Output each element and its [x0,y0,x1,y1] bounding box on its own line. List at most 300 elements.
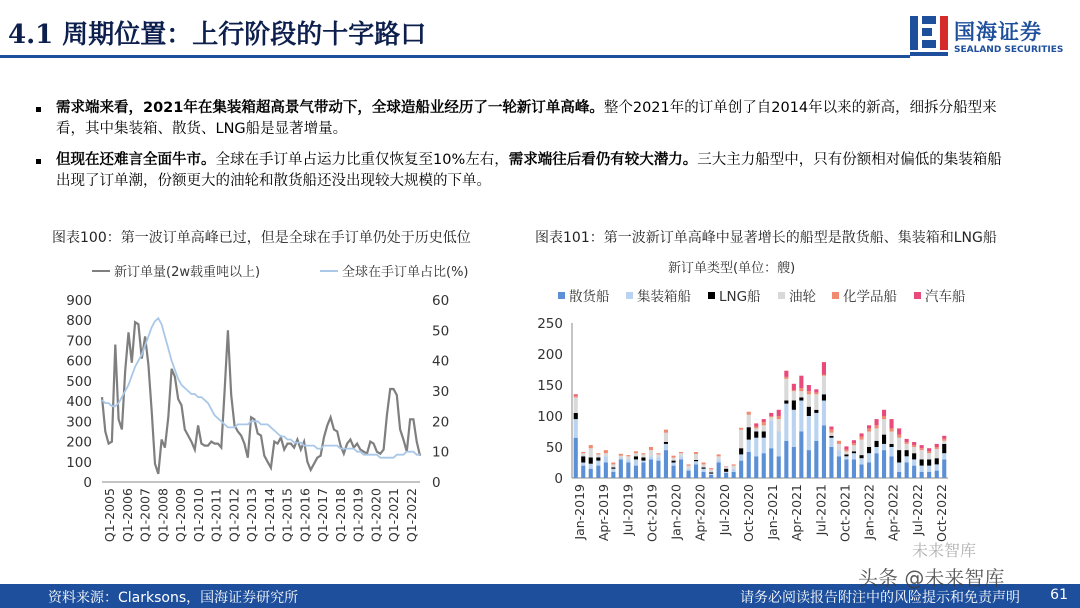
bar-segment [762,425,766,431]
bar-segment [844,450,848,452]
bar-segment [649,459,653,478]
bar-segment [867,463,871,479]
bar-segment [867,425,871,428]
bar-segment [717,463,721,479]
bar-segment [574,397,578,413]
bar-segment [807,416,811,450]
x-tick-label: Jul-2022 [909,484,925,536]
legend-label: 化学品船 [843,289,897,305]
bar-segment [807,394,811,406]
bar-segment [656,453,660,454]
bar-segment [890,447,894,456]
bar-segment [920,450,924,459]
legend-swatch [708,292,715,299]
y-left-tick-label: 100 [66,454,92,471]
bar-segment [596,466,600,478]
bar-segment [747,440,751,452]
legend-swatch [558,292,565,299]
bar-segment [829,447,833,478]
bar-segment [837,456,841,478]
bar-segment [792,390,796,391]
bar-segment [829,427,833,430]
bar-segment [875,441,879,447]
bar-segment [927,453,931,459]
y-tick-label: 100 [537,409,563,425]
x-tick-label: Q1-2021 [386,488,402,543]
bar-segment [709,472,713,473]
bar-segment [942,459,946,478]
bullet-bold: 但现在还难言全面牛市。 [56,152,216,168]
logo-text: 国海证券 [954,20,1042,44]
bar-segment [867,428,871,431]
source-note: 资料来源：Clarksons，国海证券研究所 [48,590,299,606]
bar-segment [724,472,728,473]
bar-segment [935,449,939,458]
bar-segment [702,472,706,478]
y-right-tick-label: 20 [432,414,450,431]
legend-label: 新订单量(2w载重吨以上) [114,265,261,280]
bar-segment [611,469,615,472]
bar-segment [912,466,916,478]
page-number: 61 [1050,587,1068,603]
bar-segment [641,453,645,454]
bar-segment [679,453,683,456]
bar-segment [882,410,886,416]
bar-segment [762,453,766,478]
x-tick-label: Q1-2022 [404,488,419,543]
bar-segment [762,432,766,438]
bar-segment [837,441,841,444]
bar-segment [927,466,931,472]
bar-segment [747,415,751,427]
bullet-text: 全球在手订单占运力比重仅恢复至10%左右， [215,152,509,168]
bar-segment [882,444,886,450]
bar-segment [814,441,818,478]
bar-segment [807,385,811,391]
bar-segment [672,458,676,461]
bar-segment [672,466,676,478]
bar-segment [844,451,848,454]
bullet-item [56,150,1016,192]
bar-segment [619,459,623,478]
bar-segment [641,454,645,457]
bar-segment [814,413,818,441]
bar-segment [656,454,660,457]
bar-segment [611,472,615,478]
bar-segment [875,419,879,425]
line-chart [50,258,470,588]
x-tick-label: Apr-2020 [692,484,708,542]
bar-segment [709,474,713,475]
bar-segment [935,464,939,470]
bar-segment [581,466,585,478]
bar-segment [807,450,811,478]
bar-segment [626,463,630,479]
bar-segment [942,453,946,459]
bar-segment [942,441,946,444]
bar-segment [882,435,886,444]
x-tick-label: Q1-2009 [173,488,189,543]
x-tick-label: Oct-2020 [740,484,756,542]
bar-segment [882,419,886,435]
bullet-text: 三大主力船型中，只有份额相对偏低的集装箱船出现了订单潮，份额更大的油轮和散货船还没出现较大规模的下单。 [56,152,1002,189]
bar-segment [656,461,660,478]
bar-segment [852,443,856,445]
bullet-bold: 需求端往后看仍有较大潜力。 [508,152,698,168]
bar-segment [724,473,728,478]
bar-segment [656,458,660,461]
bar-segment [784,441,788,478]
bar-segment [717,456,721,459]
bar-segment [829,430,833,433]
x-tick-label: Q1-2014 [261,488,277,543]
x-tick-label: Q1-2020 [368,488,384,543]
bar-segment [784,401,788,404]
bar-segment [897,463,901,472]
bar-segment [687,466,691,469]
bar-segment [814,394,818,410]
bar-segment [724,469,728,472]
bar-segment [679,452,683,453]
bar-segment [837,444,841,450]
bar-segment [807,391,811,394]
bar-segment [754,438,758,457]
legend-label: 汽车船 [925,289,966,305]
y-left-tick-label: 600 [66,353,92,370]
bar-segment [619,458,623,460]
bar-segment [829,433,833,436]
y-right-tick-label: 10 [432,444,450,461]
page-title: 4.1 周期位置：上行阶段的十字路口 [8,20,427,50]
legend-swatch [832,292,839,299]
bar-segment [732,472,736,478]
x-tick-label: Q1-2008 [155,488,171,543]
bar-segment [784,371,788,377]
bar-segment [604,463,608,479]
bar-segment [920,445,924,448]
bar-segment [762,422,766,425]
bar-segment [709,468,713,469]
x-tick-label: Jan-2021 [765,484,781,540]
x-tick-label: Apr-2021 [789,484,805,542]
x-tick-label: Oct-2019 [644,484,660,542]
bar-segment [574,438,578,478]
bar-segment [890,444,894,447]
x-tick-label: Q1-2017 [315,488,331,543]
x-tick-label: Apr-2019 [596,484,612,542]
bar-segment [687,471,691,478]
bar-segment [619,456,623,458]
bar-segment [626,459,630,462]
bar-segment [589,448,593,457]
bar-segment [822,375,826,376]
bar-segment [882,450,886,478]
bar-segment [574,419,578,438]
bar-segment [799,391,803,397]
bar-segment [927,459,931,465]
bar-segment [875,447,879,453]
legend-label: LNG船 [719,289,761,305]
x-tick-label: Apr-2022 [885,484,901,542]
bar-segment [875,428,879,440]
bar-segment [769,417,773,420]
bar-segment [747,412,751,415]
bar-segment [762,419,766,422]
bar-segment [852,451,856,453]
x-tick-label: Oct-2021 [837,484,853,542]
bar-segment [694,464,698,478]
bar-segment [935,444,939,447]
bar-segment [694,454,698,460]
bar-segment [672,461,676,463]
y-tick-label: 150 [537,378,563,394]
bar-segment [739,428,743,430]
bar-segment [589,469,593,478]
bar-segment [844,446,848,449]
bar-segment [717,459,721,462]
bar-segment [890,419,894,428]
legend-label: 散货船 [569,289,610,305]
y-right-tick-label: 30 [432,384,450,400]
title-rule [0,55,910,58]
bar-segment [875,425,879,428]
bar-segment [641,461,645,463]
bar-segment [679,456,683,459]
bar-segment [852,453,856,459]
bar-segment [596,454,600,457]
bar-segment [702,464,706,467]
chart-title-left: 图表100：第一波订单高峰已过，但是全球在手订单仍处于历史低位 [52,230,471,246]
bar-segment [860,440,864,456]
bar-segment [739,454,743,460]
x-tick-label: Q1-2007 [137,488,153,543]
bar-segment [702,463,706,465]
bar-segment [724,467,728,469]
bar-segment [875,453,879,478]
y-left-tick-label: 900 [66,293,92,309]
bar-segment [912,447,916,453]
bar-segment [634,451,638,453]
y-tick-label: 0 [554,471,563,487]
x-tick-label: Q1-2013 [244,488,260,543]
bar-segment [596,458,600,461]
bullet-list [56,98,1016,202]
bar-segment [867,432,871,448]
bar-segment [867,453,871,462]
watermark-top: 未来智库 [912,541,977,560]
bar-segment [920,459,924,465]
bar-segment [942,436,946,439]
bar-segment [754,456,758,478]
bar-segment [754,432,758,438]
bar-segment [860,433,864,436]
watermark: 头条 @未来智库 [858,566,1005,590]
bar-segment [687,464,691,465]
bar-segment [799,397,803,400]
bar-segment [912,453,916,459]
y-right-tick-label: 50 [432,323,450,340]
bar-segment [754,428,758,431]
bar-segment [581,452,585,453]
bar-segment [664,450,668,478]
bar-segment [912,442,916,445]
y-tick-label: 50 [545,440,563,456]
bar-segment [844,454,848,456]
bar-segment [935,458,939,464]
bar-segment [890,428,894,431]
bar-segment [672,456,676,458]
bar-segment [890,456,894,478]
bar-segment [822,401,826,426]
bar-segment [822,425,826,478]
y-left-tick-label: 700 [66,333,92,350]
bar-segment [792,401,796,410]
bar-segment [792,391,796,400]
bar-segment [852,459,856,478]
bar-segment [822,376,826,395]
legend-label: 集装箱船 [637,289,691,305]
bar-segment [664,444,668,450]
bar-segment [927,448,931,451]
bar-segment [604,456,608,462]
bar-segment [792,447,796,478]
bar-segment [611,463,615,465]
bar-segment [942,444,946,453]
bar-segment [634,459,638,465]
bar-segment [679,459,683,478]
x-tick-label: Jan-2020 [668,484,684,540]
bar-segment [814,392,818,394]
y-tick-label: 200 [537,347,563,363]
bar-segment [844,456,848,459]
bar-segment [574,396,578,398]
bar-segment [739,448,743,454]
bar-segment [807,407,811,416]
x-tick-label: Q1-2019 [350,488,366,543]
legend-label: 全球在手订单占比(%) [342,265,469,280]
x-tick-label: Jul-2019 [620,484,636,536]
bar-segment [905,444,909,450]
x-tick-label: Q1-2012 [226,488,242,543]
x-tick-label: Q1-2006 [119,488,135,543]
bar-segment [589,464,593,469]
x-tick-label: Jan-2022 [861,484,877,540]
bar-segment [829,438,833,447]
bar-segment [822,394,826,400]
bar-segment [604,450,608,453]
y-left-tick-label: 200 [66,434,92,451]
legend-swatch [778,292,785,299]
y-left-tick-label: 300 [66,414,92,431]
bar-segment [935,471,939,478]
bar-segment [709,469,713,472]
bar-segment [611,464,615,467]
bar-segment [694,461,698,464]
bar-segment [799,401,803,432]
bar-segment [664,430,668,433]
disclaimer: 请务必阅读报告附注中的风险提示和免责声明 [740,590,1020,606]
bar-segment [784,404,788,441]
bar-segment [581,456,585,462]
bar-segment [777,416,781,419]
bar-segment [649,456,653,459]
bar-segment [814,410,818,413]
bar-segment [649,450,653,456]
y-right-tick-label: 60 [432,293,450,309]
series-line [102,322,420,474]
bar-segment [897,450,901,462]
bar-segment [897,438,901,450]
bar-segment [574,394,578,395]
bar-segment [777,410,781,416]
bar-segment [634,453,638,456]
bar-segment [905,450,909,456]
bar-segment [799,432,803,479]
bar-segment [634,466,638,478]
stacked-bar-chart [520,278,990,578]
bar-segment [784,379,788,401]
bar-segment [905,463,909,479]
legend-label: 油轮 [789,289,816,305]
bar-segment [920,466,924,472]
bar-segment [860,437,864,440]
bar-segment [905,456,909,462]
bullet-item [56,98,1016,140]
bar-segment [860,458,864,464]
bar-segment [867,447,871,453]
bar-segment [897,472,901,478]
bar-segment [724,466,728,467]
bar-segment [634,456,638,459]
y-left-tick-label: 400 [66,394,92,411]
y-left-tick-label: 800 [66,313,92,330]
bar-segment [732,469,736,472]
bar-segment [702,468,706,469]
bar-segment [860,464,864,478]
bar-segment [664,433,668,442]
bar-segment [822,362,826,374]
bar-segment [852,445,856,451]
bar-segment [905,442,909,444]
bar-segment [581,463,585,466]
bar-segment [844,459,848,478]
bar-segment [732,464,736,465]
x-tick-label: Q1-2015 [279,488,295,543]
bar-segment [784,377,788,379]
bar-segment [732,466,736,469]
chart-title-right: 图表101：第一波新订单高峰中显著增长的船型是散货船、集装箱和LNG船 [535,230,997,246]
bar-segment [687,469,691,471]
bar-segment [694,452,698,454]
bar-segment [717,454,721,456]
bar-segment [912,459,916,465]
bar-segment [814,389,818,392]
bar-segment [777,432,781,457]
bar-segment [769,420,773,448]
bar-segment [589,445,593,448]
bar-segment [619,454,623,456]
logo-subtext: SEALAND SECURITIES [954,45,1064,55]
bar-segment [829,436,833,438]
bar-segment [837,450,841,456]
x-tick-label: Q1-2011 [208,488,224,543]
bar-segment [927,451,931,453]
bar-segment [882,416,886,419]
bar-segment [912,445,916,447]
bar-segment [897,428,901,434]
x-tick-label: Q1-2016 [297,488,313,543]
company-logo [908,12,1068,62]
